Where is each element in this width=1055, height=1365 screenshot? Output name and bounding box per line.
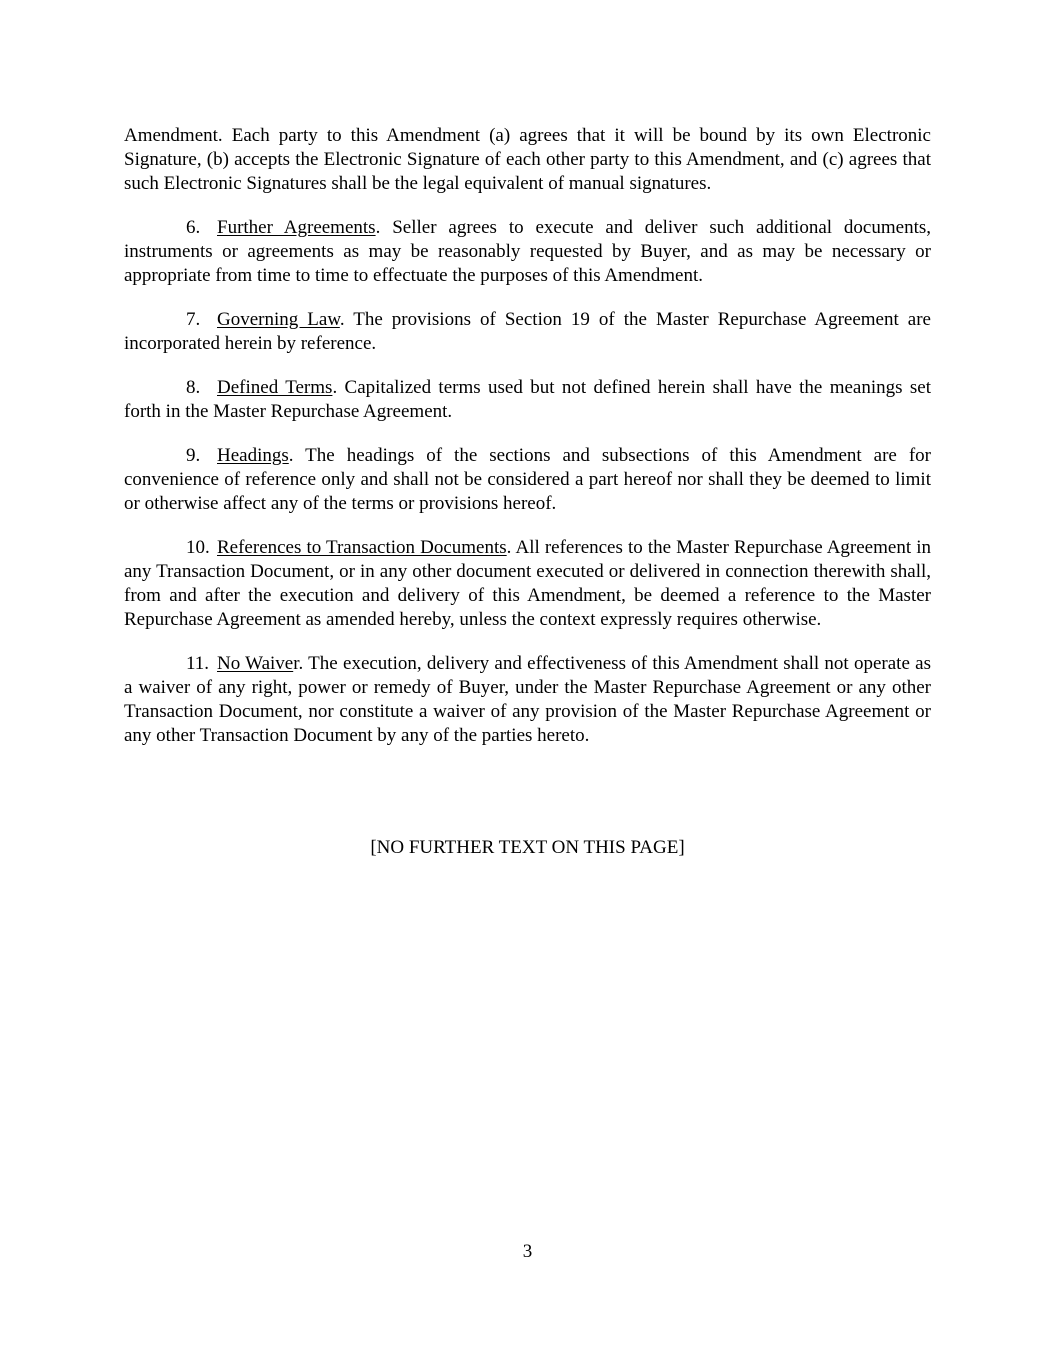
section-number: 8. (186, 377, 201, 398)
document-body (124, 124, 931, 768)
section-heading: Governing Law (217, 309, 340, 330)
section-text: . All references to the Master Repurchase Agreement in any Transaction Document, or in any other document executed or delivered in connection therewith shall, from and after the execution and delivery of this Amendment, be deemed a reference to the Master Repurchase Agreement as amended hereby, unless the context expressly requires otherwise. (124, 537, 931, 630)
section-number: 6. (186, 217, 201, 238)
section-heading: Headings (217, 445, 289, 466)
section-7-governing-law (124, 308, 931, 356)
section-9-headings (124, 444, 931, 516)
section-6-further-agreements (124, 216, 931, 288)
section-11-no-waiver (124, 652, 931, 748)
section-number: 9. (186, 445, 201, 466)
continuation-paragraph: Amendment. Each party to this Amendment (a) agrees that it will be bound by its own Electronic Signature, (b) accepts the Electronic Signature of each other party to this Amendment, and (c) agrees that such Electronic Signatures shall be the legal equivalent of manual signatures. (124, 125, 931, 194)
section-number: 7. (186, 309, 201, 330)
section-text: . Capitalized terms used but not defined herein shall have the meanings set forth in the Master Repurchase Agreement. (124, 377, 932, 422)
section-heading: Further Agreements (217, 217, 376, 238)
section-heading: No Waive (217, 653, 294, 674)
section-text: r. The execution, delivery and effectiveness of this Amendment shall not operate as a waiver of any right, power or remedy of Buyer, under the Master Repurchase Agreement or any other Transaction Document, nor constitute a waiver of any provision of the Master Repurchase Agreement or any other Transaction Document by any of the parties hereto. (124, 653, 931, 746)
section-number: 11. (186, 653, 210, 674)
section-text: . Seller agrees to execute and deliver such additional documents, instruments or agreements as may be reasonably requested by Buyer, and as may be necessary or appropriate from time to time to effectuate the purposes of this Amendment. (124, 217, 931, 286)
no-further-text-notice: [NO FURTHER TEXT ON THIS PAGE] (370, 837, 685, 858)
section-10-references (124, 536, 931, 632)
section-heading: References to Transaction Documents (217, 537, 507, 558)
section-8-defined-terms (124, 376, 931, 424)
page-number: 3 (522, 1241, 533, 1262)
section-heading: Defined Terms (217, 377, 333, 398)
section-text: . The headings of the sections and subsections of this Amendment are for convenience of reference only and shall not be considered a part hereof nor shall they be deemed to limit or otherwise affect any of the terms or provisions hereof. (124, 445, 931, 514)
section-text: . The provisions of Section 19 of the Master Repurchase Agreement are incorporated herein by reference. (124, 309, 931, 354)
section-number: 10. (186, 537, 210, 558)
